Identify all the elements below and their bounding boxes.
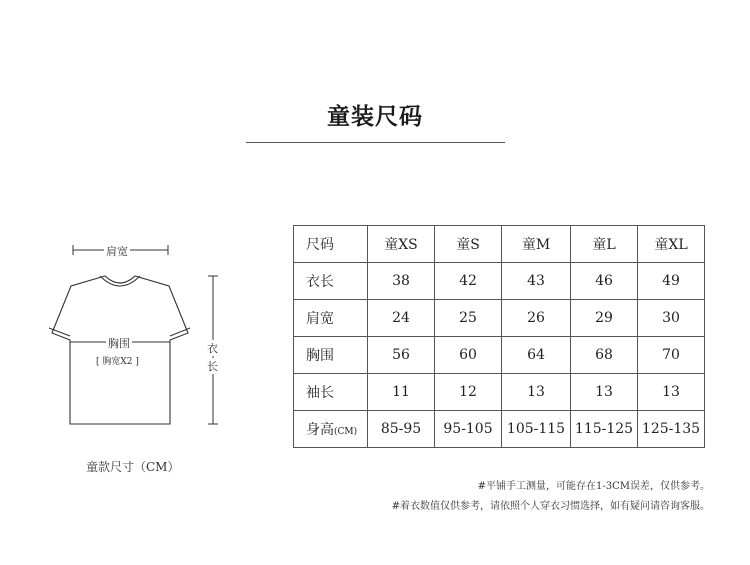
size-header: 童XL — [638, 226, 705, 263]
table-row — [294, 300, 705, 337]
table-cell: 38 — [368, 263, 435, 300]
table-cell: 43 — [502, 263, 571, 300]
table-cell: 56 — [368, 337, 435, 374]
table-cell: 105-115 — [502, 411, 571, 448]
title-divider — [246, 142, 505, 143]
table-cell: 29 — [571, 300, 638, 337]
row-label-height — [294, 411, 368, 448]
diagram-caption: 童款尺寸（CM） — [86, 460, 180, 474]
size-header: 童L — [571, 226, 638, 263]
table-cell: 13 — [502, 374, 571, 411]
table-cell: 64 — [502, 337, 571, 374]
table-cell: 70 — [638, 337, 705, 374]
table-cell: 60 — [435, 337, 502, 374]
table-header-cell: 尺码 — [294, 226, 368, 263]
row-unit: (CM) — [334, 427, 358, 437]
table-cell: 30 — [638, 300, 705, 337]
size-table — [293, 225, 705, 448]
table-cell: 85-95 — [368, 411, 435, 448]
table-cell: 115-125 — [571, 411, 638, 448]
table-row — [294, 411, 705, 448]
length-label-top: 衣 — [207, 342, 218, 355]
table-cell: 42 — [435, 263, 502, 300]
measurement-notes — [392, 477, 710, 517]
table-cell: 12 — [435, 374, 502, 411]
table-row — [294, 263, 705, 300]
chest-label: 胸围 — [108, 337, 130, 350]
size-header: 童M — [502, 226, 571, 263]
row-label: 胸围 — [294, 337, 368, 374]
chest-note: [ 胸宽X2 ] — [96, 357, 139, 367]
table-cell: 13 — [571, 374, 638, 411]
table-cell: 125-135 — [638, 411, 705, 448]
row-label: 衣长 — [294, 263, 368, 300]
row-label: 袖长 — [294, 374, 368, 411]
length-label-bottom: 长 — [207, 360, 218, 373]
table-row — [294, 337, 705, 374]
row-label: 肩宽 — [294, 300, 368, 337]
table-cell: 25 — [435, 300, 502, 337]
table-cell: 68 — [571, 337, 638, 374]
table-cell: 13 — [638, 374, 705, 411]
note-line: #着衣数值仅供参考，请依照个人穿衣习惯选择，如有疑问请咨询客服。 — [391, 501, 710, 512]
shoulder-width-label: 肩宽 — [106, 245, 128, 258]
table-cell: 26 — [502, 300, 571, 337]
row-label: 身高 — [306, 422, 334, 438]
page-title: 童装尺码 — [327, 104, 423, 130]
table-cell: 24 — [368, 300, 435, 337]
table-cell: 95-105 — [435, 411, 502, 448]
size-header: 童S — [435, 226, 502, 263]
table-row — [294, 374, 705, 411]
table-header-row — [294, 226, 705, 263]
note-line: #平铺手工测量，可能存在1-3CM误差，仅供参考。 — [477, 481, 710, 492]
table-cell: 46 — [571, 263, 638, 300]
table-cell: 49 — [638, 263, 705, 300]
table-cell: 11 — [368, 374, 435, 411]
size-header: 童XS — [368, 226, 435, 263]
tshirt-diagram — [30, 230, 230, 440]
